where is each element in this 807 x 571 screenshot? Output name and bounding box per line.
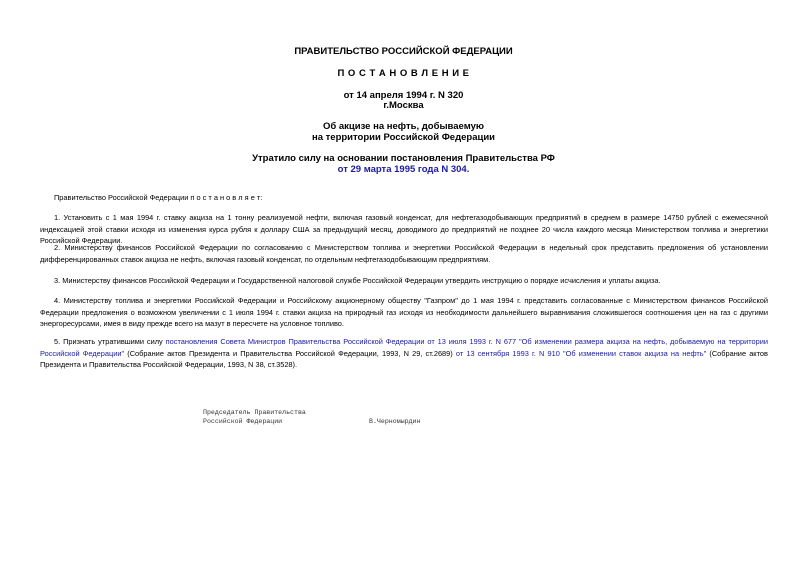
doc-date-number: от 14 апреля 1994 г. N 320 <box>343 90 464 101</box>
paragraph-5 <box>40 336 768 371</box>
status-line1: Утратило силу на основании постановления Правительства РФ <box>252 153 555 164</box>
intro-paragraph: Правительство Российской Федерации п о с т а н о в л я е т: <box>54 193 263 202</box>
doc-title-line1: Об акцизе на нефть, добываемую <box>322 121 485 132</box>
paragraph-3: 3. Министерству финансов Российской Федерации и Государственной налоговой службе Российской Федерации утвердить инструкцию о порядке исчисления и уплаты акциза. <box>54 276 661 285</box>
paragraph-5-start: 5. Признать утратившими силу <box>54 337 166 346</box>
repealed-act-link-1[interactable]: постановления Совета Министров Правительства Российской Федерации от 13 июля 1993 г. N 677 "Об изменении размера акциза на нефть, добываемую на территории Российской Федерации" <box>40 337 768 358</box>
signature-title-line1: Председатель Правительства <box>203 409 306 416</box>
paragraph-4: 4. Министерству топлива и энергетики Российской Федерации и Российскому акционерному обществу "Газпром" до 1 мая 1994 г. представить согласованные с Министерством финансов Российской Федерации предложения о возможном увеличении с 1 июля 1994 г. ставки акциза на природный газ исходя из необходимости дальнейшего выравнивания сложившегося соотношения цен на газ с другими энергоресурсами, имея в виду прежде всего на мазут в пересчете на условное топливо. <box>40 296 768 329</box>
repealed-act-link-2[interactable]: от 13 сентября 1993 г. N 910 "Об изменении ставок акциза на нефть" <box>455 348 707 358</box>
doc-type: П О С Т А Н О В Л Е Н И Е <box>337 68 470 79</box>
paragraph-2: 2. Министерству финансов Российской Федерации по согласованию с Министерством топлива и энергетики Российской Федерации в недельный срок представить предложения об установлении дифференцированных ставок акциза не нефть, включая газовый конденсат, по отдельным нефтегазодобывающим предприятиям. <box>40 243 768 264</box>
doc-title-line2: на территории Российской Федерации <box>311 132 496 143</box>
paragraph-5-mid: (Собрание актов Президента и Правительства Российской Федерации, 1993, N 29, ст.2689) <box>124 348 456 358</box>
paragraph-1: 1. Установить с 1 мая 1994 г. ставку акциза на 1 тонну реализуемой нефти, включая газовый конденсат, для нефтегазодобывающих предприятий в среднем в размере 14750 рублей с ежемесячной индексацией этой ставки исходя из изменения курса рубля к доллару США за предыдущий месяц, доводимого до предприятий не позднее 20 числа каждого месяца Министерством топлива и энергетики Российской Федерации. <box>40 213 768 246</box>
org-name: ПРАВИТЕЛЬСТВО РОССИЙСКОЙ ФЕДЕРАЦИИ <box>294 46 513 57</box>
signature-name: В.Черномырдин <box>369 418 421 425</box>
status-link[interactable]: от 29 марта 1995 года N 304. <box>337 164 470 175</box>
paragraph-5-end: (Собрание актов Президента и Правительства Российской Федерации, 1993, N 38, ст.3528). <box>40 348 768 370</box>
doc-city: г.Москва <box>383 100 424 111</box>
signature-title-line2: Российской Федерации <box>203 418 283 425</box>
